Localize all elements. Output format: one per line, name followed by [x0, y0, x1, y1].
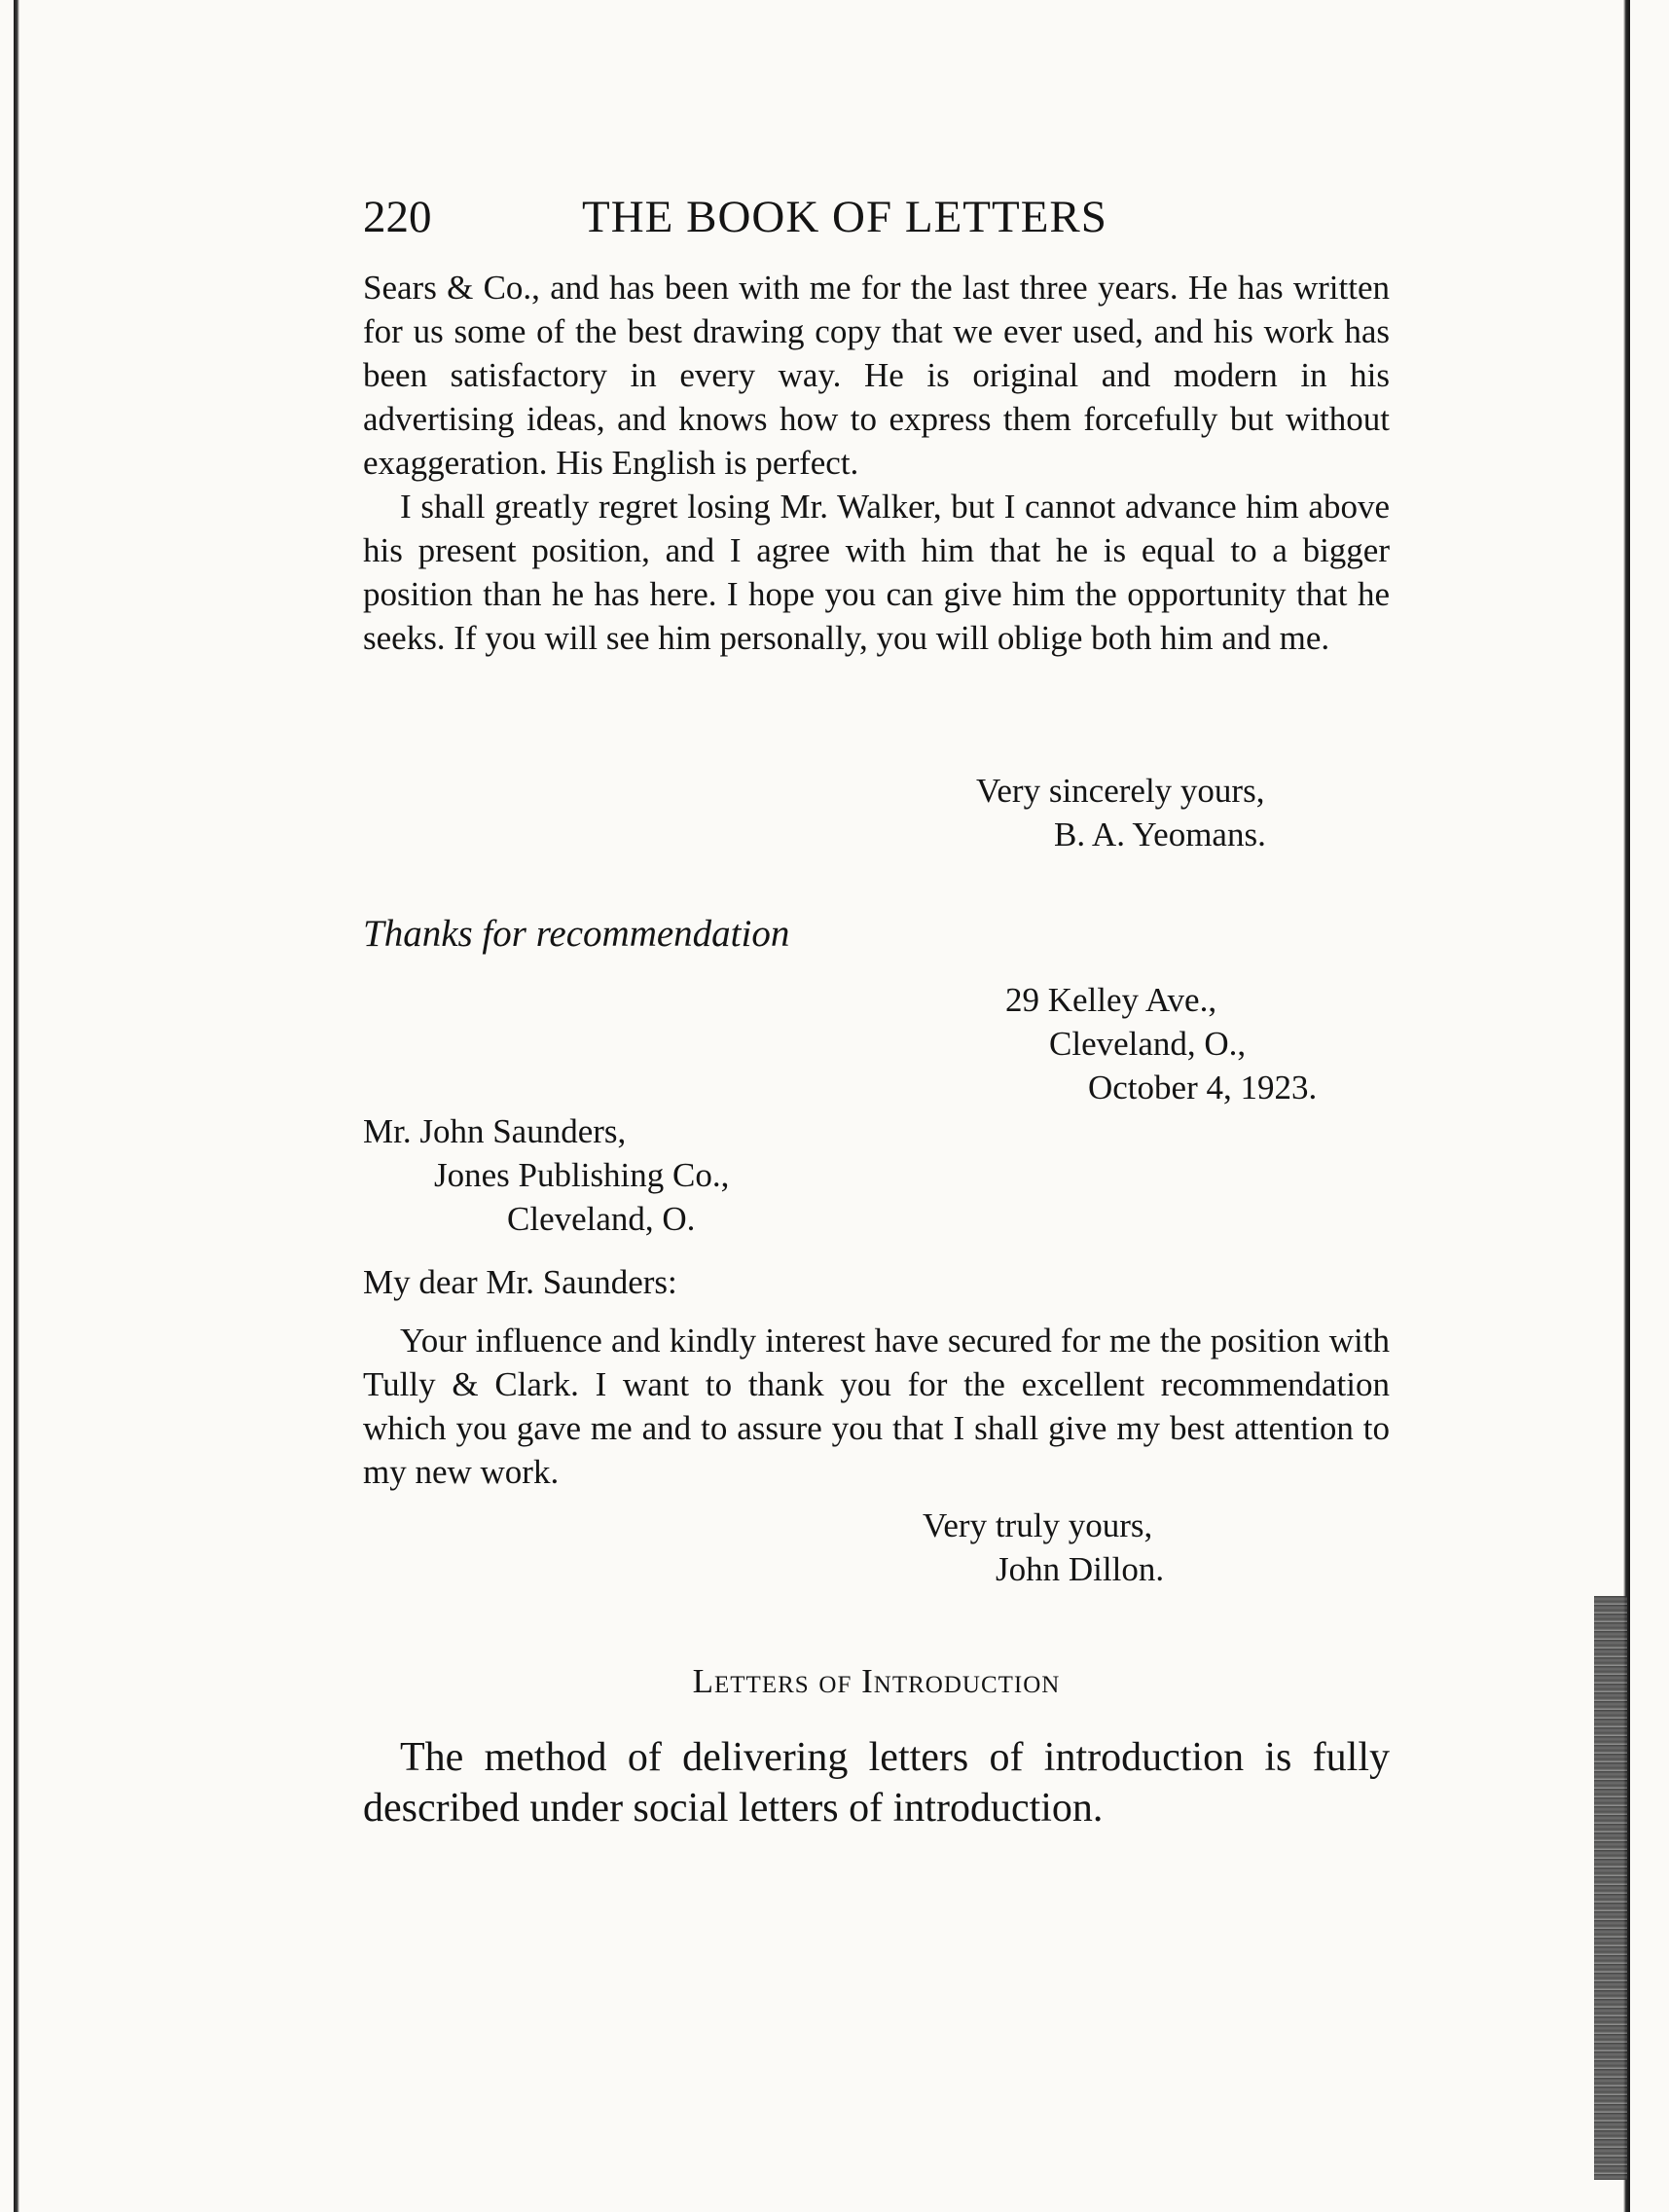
section-paragraph: The method of delivering letters of introduction is fully described under social letters of introduction.: [363, 1735, 1390, 1831]
recipient-line-3: Cleveland, O.: [507, 1200, 696, 1238]
section-heading: Letters of Introduction: [692, 1662, 1061, 1700]
recipient-line-1: Mr. John Saunders,: [363, 1112, 627, 1150]
scan-smudge: [1594, 1596, 1627, 2180]
scan-edge-left: [14, 0, 19, 2212]
letter1-closing: Very sincerely yours,: [976, 772, 1265, 810]
letter1-signature: B. A. Yeomans.: [1054, 816, 1266, 853]
page-header: [363, 183, 1390, 251]
running-title: THE BOOK OF LETTERS: [582, 192, 1107, 242]
letter2-signature: John Dillon.: [996, 1550, 1165, 1588]
letter1-paragraph-2: I shall greatly regret losing Mr. Walker, but I cannot advance him above his present position, and I agree with him that he is equal to a bigger position than he has here. I hope you can give him the opportunity that he seeks. If you will see him personally, you will oblige both him and me.: [363, 488, 1390, 657]
page-number: 220: [363, 192, 432, 242]
letter2-body: [363, 1319, 1390, 1494]
letter1-paragraph-1: Sears & Co., and has been with me for the last three years. He has written for us some of the best drawing copy that we ever used, and his work has been satisfactory in every way. He is original and modern in his advertising ideas, and knows how to express them forcefully but without exaggeration. His English is perfect.: [363, 269, 1390, 482]
recipient-line-2: Jones Publishing Co.,: [434, 1156, 730, 1194]
letter2-closing: Very truly yours,: [923, 1506, 1153, 1544]
sender-address-line-2: Cleveland, O.,: [1049, 1025, 1247, 1063]
letter1-body: [363, 266, 1390, 660]
sender-address-line-1: 29 Kelley Ave.,: [1005, 981, 1217, 1019]
salutation: My dear Mr. Saunders:: [363, 1263, 677, 1301]
letter-date: October 4, 1923.: [1088, 1069, 1318, 1106]
letter2-heading: Thanks for recommendation: [363, 913, 790, 955]
letter2-paragraph: Your influence and kindly interest have secured for me the position with Tully & Clark. I want to thank you for the excellent recommendation which you gave me and to assure you that I shall give my best attention to my new work.: [363, 1322, 1390, 1491]
